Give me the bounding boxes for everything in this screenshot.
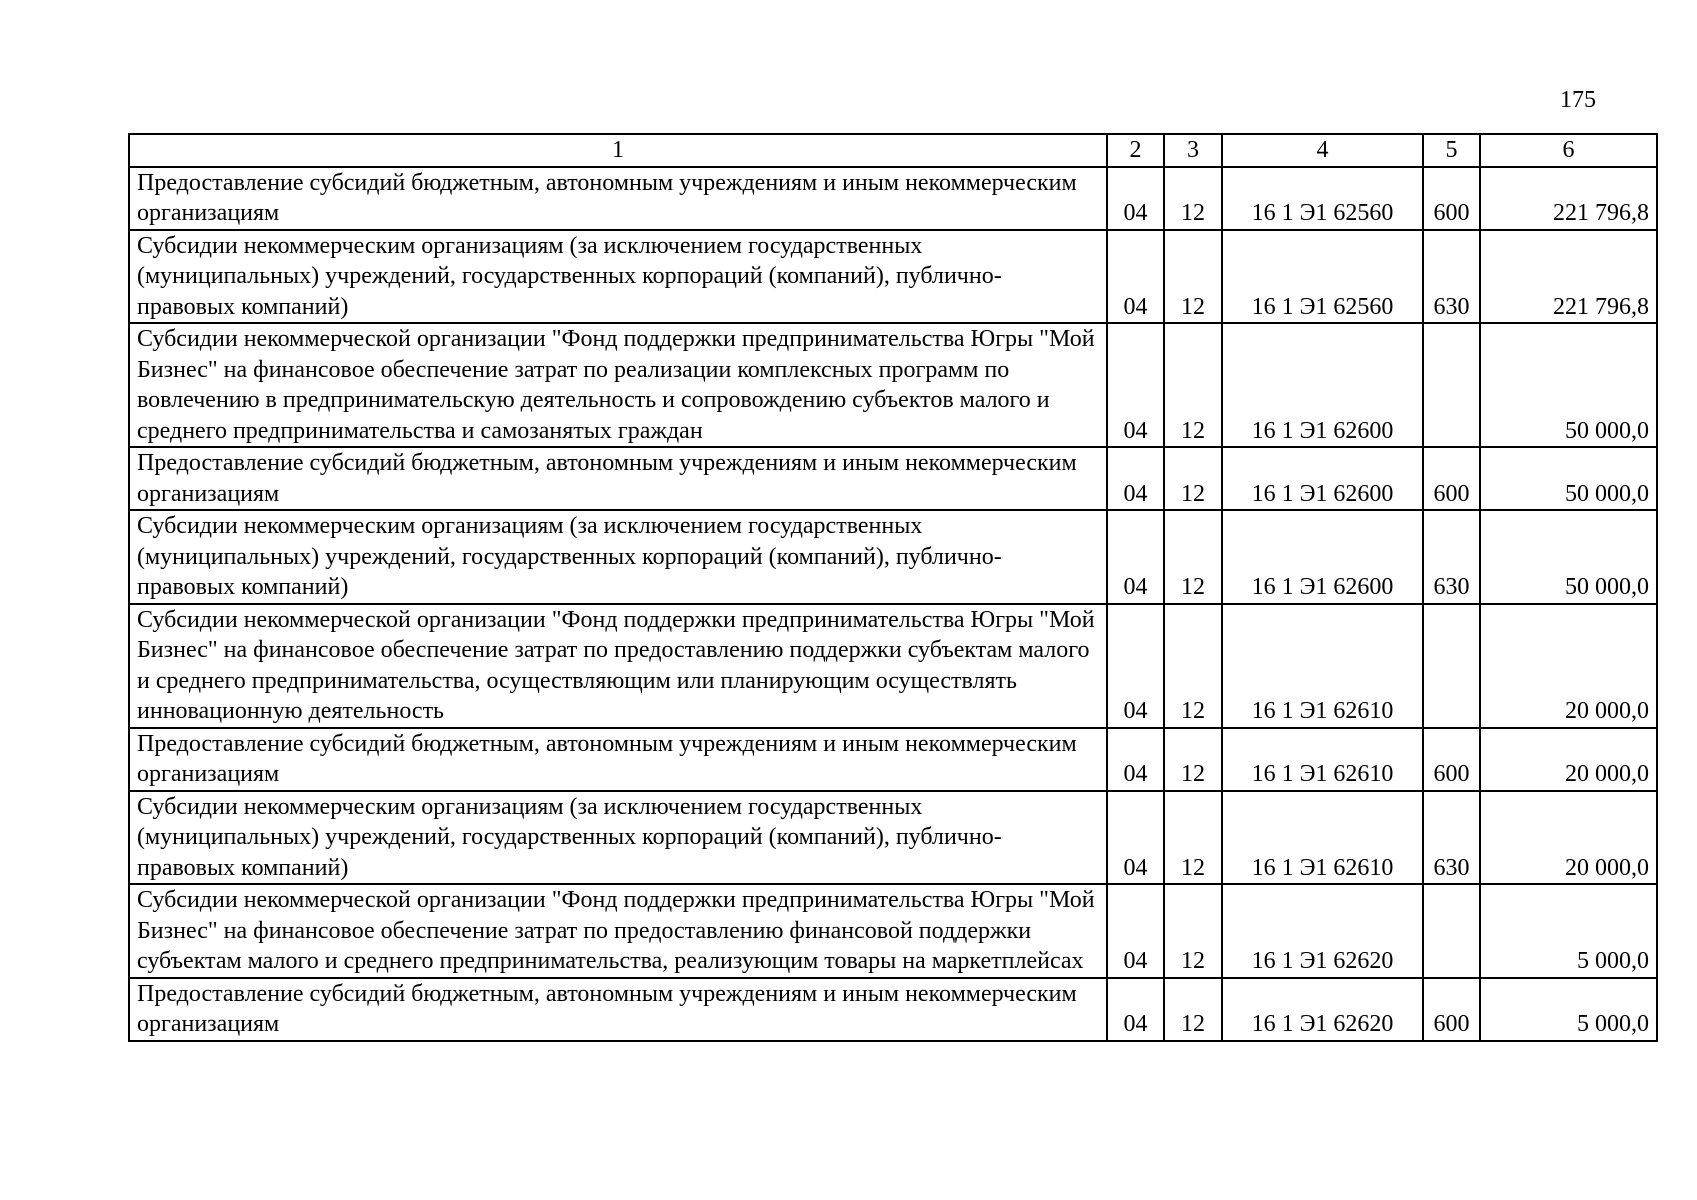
row-target-code: 16 1 Э1 62600 [1222, 447, 1423, 510]
row-section-code: 04 [1107, 728, 1164, 791]
row-description: Субсидии некоммерческой организации "Фонд поддержки предпринимательства Югры "Мой Бизнес" на финансовое обеспечение затрат по предоставлению финансовой поддержки субъектам малого и среднего предпринимательства, реализующим товары на маркетплейсах [129, 884, 1107, 978]
header-col-2: 2 [1107, 134, 1164, 167]
row-target-code: 16 1 Э1 62600 [1222, 323, 1423, 447]
table-row [129, 230, 1657, 324]
row-description: Предоставление субсидий бюджетным, автономным учреждениям и иным некоммерческим организациям [129, 167, 1107, 230]
row-expense-type [1423, 884, 1480, 978]
row-amount: 20 000,0 [1480, 728, 1657, 791]
row-subsection-code: 12 [1164, 604, 1222, 728]
row-section-code: 04 [1107, 884, 1164, 978]
header-col-3: 3 [1164, 134, 1222, 167]
row-expense-type [1423, 323, 1480, 447]
row-target-code: 16 1 Э1 62610 [1222, 791, 1423, 885]
row-description: Субсидии некоммерческим организациям (за исключением государственных (муниципальных) учреждений, государственных корпораций (компаний), публично-правовых компаний) [129, 510, 1107, 604]
row-expense-type [1423, 604, 1480, 728]
row-subsection-code: 12 [1164, 978, 1222, 1041]
row-section-code: 04 [1107, 323, 1164, 447]
table-row [129, 510, 1657, 604]
row-amount: 221 796,8 [1480, 167, 1657, 230]
table-header-row [129, 134, 1657, 167]
row-target-code: 16 1 Э1 62620 [1222, 978, 1423, 1041]
header-col-6: 6 [1480, 134, 1657, 167]
row-expense-type: 630 [1423, 510, 1480, 604]
row-section-code: 04 [1107, 230, 1164, 324]
row-expense-type: 600 [1423, 167, 1480, 230]
row-amount: 221 796,8 [1480, 230, 1657, 324]
row-amount: 20 000,0 [1480, 604, 1657, 728]
header-col-5: 5 [1423, 134, 1480, 167]
row-description: Предоставление субсидий бюджетным, автономным учреждениям и иным некоммерческим организациям [129, 447, 1107, 510]
row-amount: 5 000,0 [1480, 978, 1657, 1041]
row-expense-type: 600 [1423, 447, 1480, 510]
row-target-code: 16 1 Э1 62610 [1222, 604, 1423, 728]
row-expense-type: 600 [1423, 728, 1480, 791]
row-subsection-code: 12 [1164, 323, 1222, 447]
row-subsection-code: 12 [1164, 791, 1222, 885]
table-row [129, 884, 1657, 978]
row-amount: 50 000,0 [1480, 510, 1657, 604]
table-row [129, 604, 1657, 728]
row-subsection-code: 12 [1164, 230, 1222, 324]
table-row [129, 167, 1657, 230]
table-row [129, 447, 1657, 510]
table-row [129, 323, 1657, 447]
row-description: Предоставление субсидий бюджетным, автономным учреждениям и иным некоммерческим организациям [129, 978, 1107, 1041]
table-row [129, 728, 1657, 791]
row-subsection-code: 12 [1164, 728, 1222, 791]
row-section-code: 04 [1107, 510, 1164, 604]
row-target-code: 16 1 Э1 62560 [1222, 230, 1423, 324]
row-description: Субсидии некоммерческой организации "Фонд поддержки предпринимательства Югры "Мой Бизнес" на финансовое обеспечение затрат по реализации комплексных программ по вовлечению в предпринимательскую деятельность и сопровождению субъектов малого и среднего предпринимательства и самозанятых граждан [129, 323, 1107, 447]
row-expense-type: 630 [1423, 791, 1480, 885]
table-row [129, 978, 1657, 1041]
header-col-1: 1 [129, 134, 1107, 167]
row-expense-type: 600 [1423, 978, 1480, 1041]
row-amount: 5 000,0 [1480, 884, 1657, 978]
row-subsection-code: 12 [1164, 447, 1222, 510]
row-amount: 50 000,0 [1480, 447, 1657, 510]
row-subsection-code: 12 [1164, 884, 1222, 978]
row-subsection-code: 12 [1164, 510, 1222, 604]
row-amount: 20 000,0 [1480, 791, 1657, 885]
header-col-4: 4 [1222, 134, 1423, 167]
budget-table [128, 133, 1658, 1042]
row-description: Субсидии некоммерческим организациям (за исключением государственных (муниципальных) учреждений, государственных корпораций (компаний), публично-правовых компаний) [129, 230, 1107, 324]
row-subsection-code: 12 [1164, 167, 1222, 230]
row-section-code: 04 [1107, 978, 1164, 1041]
row-section-code: 04 [1107, 604, 1164, 728]
row-description: Субсидии некоммерческим организациям (за исключением государственных (муниципальных) учреждений, государственных корпораций (компаний), публично-правовых компаний) [129, 791, 1107, 885]
row-target-code: 16 1 Э1 62620 [1222, 884, 1423, 978]
row-target-code: 16 1 Э1 62560 [1222, 167, 1423, 230]
row-description: Предоставление субсидий бюджетным, автономным учреждениям и иным некоммерческим организациям [129, 728, 1107, 791]
row-target-code: 16 1 Э1 62610 [1222, 728, 1423, 791]
row-section-code: 04 [1107, 167, 1164, 230]
row-target-code: 16 1 Э1 62600 [1222, 510, 1423, 604]
row-amount: 50 000,0 [1480, 323, 1657, 447]
page-number: 175 [1560, 87, 1596, 113]
row-section-code: 04 [1107, 791, 1164, 885]
row-description: Субсидии некоммерческой организации "Фонд поддержки предпринимательства Югры "Мой Бизнес" на финансовое обеспечение затрат по предоставлению поддержки субъектам малого и среднего предпринимательства, осуществляющим или планирующим осуществлять инновационную деятельность [129, 604, 1107, 728]
row-section-code: 04 [1107, 447, 1164, 510]
table-row [129, 791, 1657, 885]
row-expense-type: 630 [1423, 230, 1480, 324]
